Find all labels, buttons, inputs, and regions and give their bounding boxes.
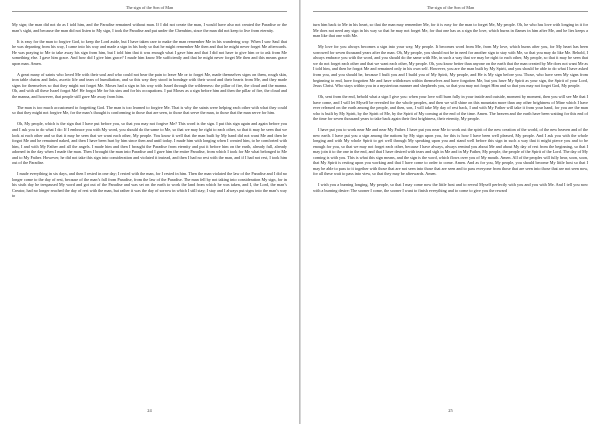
paragraph: My love for you always becomes a sign into your way, My people. It becomes word from Me, from My love, which burns after you, for My heart has been sorrowed for seven thousand years after the man. Oh, My people, you should not be in need for another sign to stay with Me, so that you may do like Me. Behold, I always embrace you with the word, and you should do the same with Me, in such a way that we may be right to each other, My people, so that it may be seen that we do not forget each other and that we want each other, My people. Oh, you know better than anyone on the earth that the man created by Me does not want Me as I told him, and then he forgot Me and remained only in his own self. However, you are the man built by My Spirit, and you should be able to do what I have asked from you, and you should be, because I built you and I build you of My Spirit, My people, and He is My sign before you. Those, who have seen My signs from beginning to end, have forgotten Me and have withdrawn within themselves and have forgotten Me, but you have My Spirit as your sign, the Spirit of your Lord, Jesus Christ. Who stays within you in a mysterious manner and shepherds you, so that you may not forget Him and so that you may not forget God, My people.: [313, 44, 588, 89]
running-head-right: The sign of the Son of Man: [313, 5, 588, 12]
left-page-body: [12, 22, 287, 412]
page-number-left: 24: [147, 408, 152, 413]
paragraph: I have put you to work near Me and near My Father. I have put you near Me to work out the spirit of the new creation of the world, of the new heaven and of the new earth. I have put you a sign among the nations by My sign upon you, for this is how I have been well pleased, My people. And I ask you with the whole longing and with My whole Spirit to get well through My speaking upon you and stand well before this sign in such a way that it might pierce you and to be enough for you, so that we may not forget each other, because I have always, always remind you about Me and about My day of rest from the beginning, so that I may join it to the one in the end, and that I have desired with tears and sigh in Me and in My Father, My people, the people of the Spirit of the Lord. The day of My coming is with you. This is what this sign means, and the sign is the word, which flows over you of My mouth. Amen. All of the peoples will fully hear, soon, soon, that My Spirit is resting upon you working and that I have come to order to come. Amen. And as for you, My people, you should become My little host so that I may be able to pass to it together with those that are not seen into those that are seen and to pass everyone from those that are seen into those that are not seen now, for all these wait to pass into view, so that they may be afterwards. Amen.: [313, 127, 588, 177]
paragraph: A great many of saints who loved Me with their soul and who could not bear the pain to leave Me or to forget Me, made themselves signs on them, rough skin, iron table chains and links, ascetic life and tears of humiliation, and so this way they stood in bondage with their wood and their hearts from Me, and they made signs for themselves so that they might not forget Me. Moses had a sign in his way with Israel through the wilderness: the pillar of fire, the cloud and the manna. Oh, and with all these Israel forgot Me! He forgot Me for his sins and for his occupations. I put Moses as a sign before him and then the pillar of fire, the cloud and the manna, and however, that people still gave Me away from him.: [12, 71, 287, 99]
paragraph: Oh, My people, which is the sign that I have put before you, so that you may not forgive Me? This word is the sign. I put this sign again and again before you and I ask you to do what I do: If I embrace you with My word, you should do the same to Me, so that we may be right to each other, so that it may be seen that we look at each other and so that it may be seen that we want each other, My people. You know it well that the man built by My hand did not want Me and then he forgot Me and he remained naked, and then I have been hurt by him since then and until today. I made him with longing when I created him, to be comforted with him, I and with My Father and all the angels. I made him and then I brought the Paradise from eternity and put it before him on the earth, already full, already adorned in the day when I made the man. Then I brought the man into Paradise and I gave him the entire Paradise, from which I took for Me what belonged to Me and to My Father. However, he did not take this sign into consideration and violated it instead, and then I had no rest with the man, and if I had not rest, I took him out of the Paradise.: [12, 121, 287, 166]
paragraph: Oh, sent from the end, behold what a sign I give you: when your love will burn fully in your inside and outside, moment by moment, then you will see Me that I have come, and I will let Myself be revealed for the whole peoples, and then we will shine on this mountain more than any other brightness of Mine which I have ever released on the earth among the people, and then, son, I will take My day of rest back, I and with My Father will take it from your hand, for you are the man who is built by My Spirit, by the Spirit of Me, by the Spirit of My coming at the end of the time. Amen. The heaven and the earth have been waiting for this end of the time for seven thousand years to take back again their first brightness, their eternity, My people.: [313, 93, 588, 122]
paragraph: I made everything in six days, and then I rested in one day; I rested with the man, for I rested in him. Then the man violated the law of the Paradise and I did no longer come to the day of rest, because of the man’s fall from Paradise, from the law of the Paradise. The man fell by not taking into consideration My sign, for in his sixth day he trespassed My word and got out of the Paradise and was set on the earth to work the land from which he was taken, and I, the Lord, the man’s Creator, had no longer reached the day of rest with the man, but rather it was the day of sorrow in which I still stay; I stay and I always put signs into the man’s way to: [12, 171, 287, 199]
paragraph: It is easy for the man to forgive God, to keep the Lord aside, but I have taken care to make the man remember Me in his wandering way. When I saw Saul that he was departing from his way, I came into his way and made a sign in his body so that he might remember Me then and that he might never forget Me afterwards. He was praying to Me to take away his sign from him, but I told him that it was enough what I gave him and that I did not have to give him or to ask from Me something else. I gave him grace. And how did I give him grace? I made him know Me sufficiently and that he might never forget Me then and this means grace upon man. Amen.: [12, 38, 287, 66]
paragraph: I wish you a burning longing, My people, so that I may come now the little host and to reveal Myself perfectly with you and you with Me. And I tell you now with a burning desire: The sooner I come, the sooner I want to finish everything and to come to give you the reward: [313, 182, 588, 193]
paragraph: The man is too much accustomed to forgetting God. The man is too learned to forgive Me. That is why the saints were helping each other with what they could so that they might not forgive Me, for the man’s thought is conforming to those that are seen, to those that serve the man, to those that the man serve for him.: [12, 104, 287, 116]
page-number-right: 25: [448, 408, 453, 413]
right-page-body: [313, 22, 588, 412]
paragraph: My sign; the man did not do as I told him, and the Paradise remained without man. If I did not create the man, I would have also not created the Paradise or the man’s sight, and because the man did not listen to My sign, I took the Paradise and put under the Cherubim, since the man did not keep to live from eternity.: [12, 22, 287, 33]
right-page: [300, 0, 600, 424]
paragraph: turn him back to Me in his heart, so that the man may remember Me, for it is easy for the man to forget Me, My people. Oh, he who has love with longing in it for Me does not need any sign in his way so that he may not forget Me, for that one has as a sign the love, which burns in flames in him after Me, and he lies keeps a man like that one with Me.: [313, 22, 588, 39]
running-head-left: The sign of the Son of Man: [12, 5, 287, 12]
